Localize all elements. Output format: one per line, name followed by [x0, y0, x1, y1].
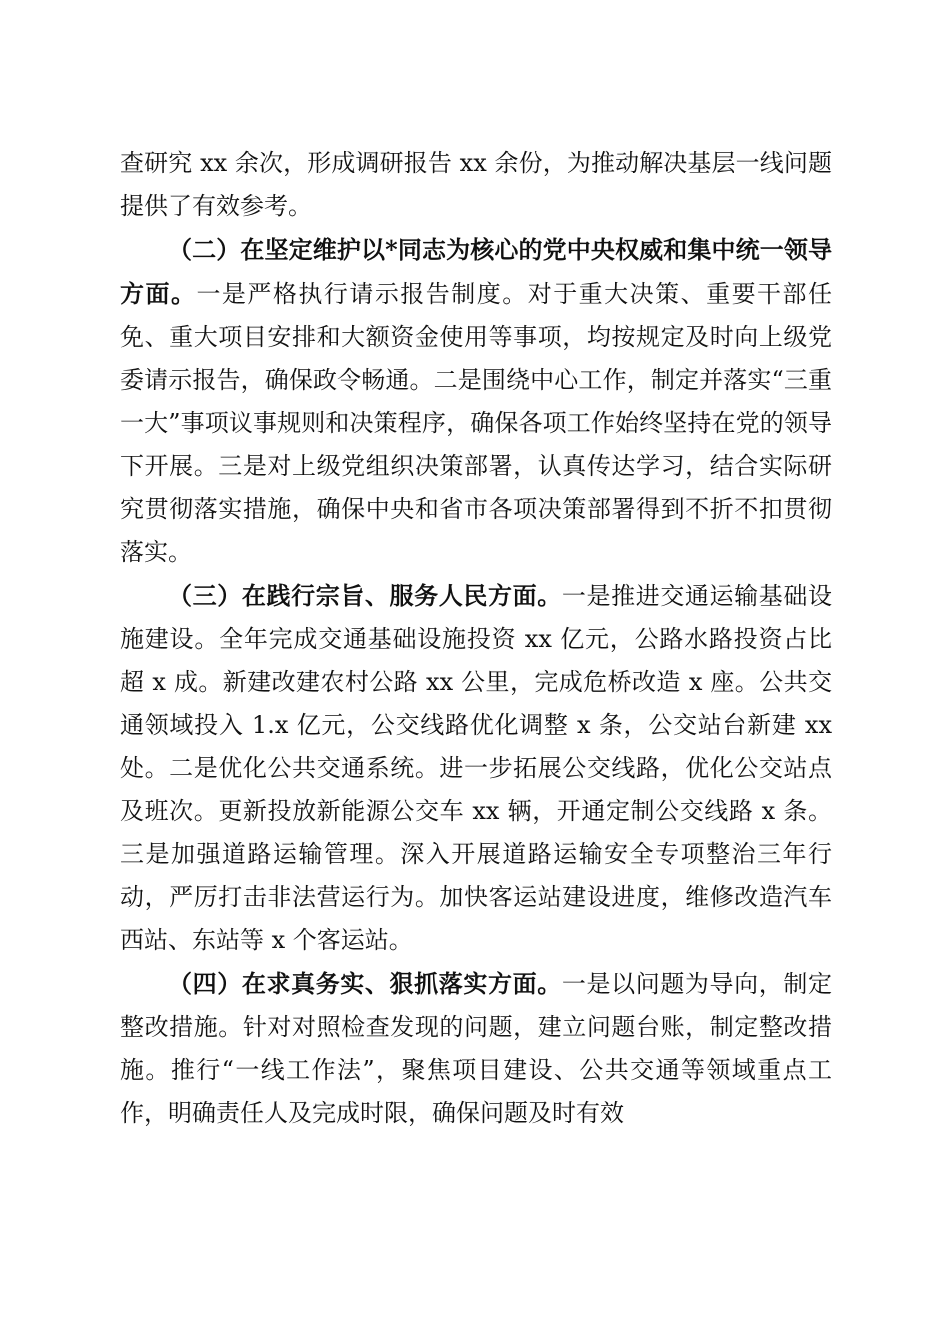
paragraph-section-3 — [120, 574, 832, 962]
paragraph-continuation — [120, 142, 832, 228]
section-heading: （三）在践行宗旨、服务人民方面。 — [168, 581, 562, 610]
section-heading: （二）在坚定维护以*同志为核心的党中央权威和集中统一领导方面。 — [120, 235, 832, 308]
paragraph-body: 一是严格执行请示报告制度。对于重大决策、重要干部任免、重大项目安排和大额资金使用等事项，均按规定及时向上级党委请示报告，确保政令畅通。二是围绕中心工作，制定并落实“三重一大”事项议事规则和决策程序，确保各项工作始终坚持在党的领导下开展。三是对上级党组织决策部署，认真传达学习，结合实际研究贯彻落实措施，确保中央和省市各项决策部署得到不折不扣贯彻落实。 — [120, 280, 833, 566]
paragraph-body: 一是以问题为导向，制定整改措施。针对对照检查发现的问题，建立问题台账，制定整改措施。推行“一线工作法”，聚焦项目建设、公共交通等领域重点工作，明确责任人及完成时限，确保问题及时有效 — [120, 970, 833, 1127]
section-heading: （四）在求真务实、狠抓落实方面。 — [168, 969, 562, 998]
paragraph-body: 查研究 xx 余次，形成调研报告 xx 余份，为推动解决基层一线问题提供了有效参考。 — [120, 149, 832, 220]
paragraph-section-4 — [120, 962, 832, 1135]
paragraph-section-2 — [120, 228, 832, 574]
paragraph-body: 一是推进交通运输基础设施建设。全年完成交通基础设施投资 xx 亿元，公路水路投资占比超 x 成。新建改建农村公路 xx 公里，完成危桥改造 x 座。公共交通领域投入 1.x 亿元，公交线路优化调整 x 条，公交站台新建 xx 处。二是优化公共交通系统。进一步拓展公交线路，优化公交站点及班次。更新投放新能源公交车 xx 辆，开通定制公交线路 x 条。三是加强道路运输管理。深入开展道路运输安全专项整治三年行动，严厉打击非法营运行为。加快客运站建设进度，维修改造汽车西站、东站等 x 个客运站。 — [120, 582, 833, 954]
document-body — [120, 142, 832, 1135]
